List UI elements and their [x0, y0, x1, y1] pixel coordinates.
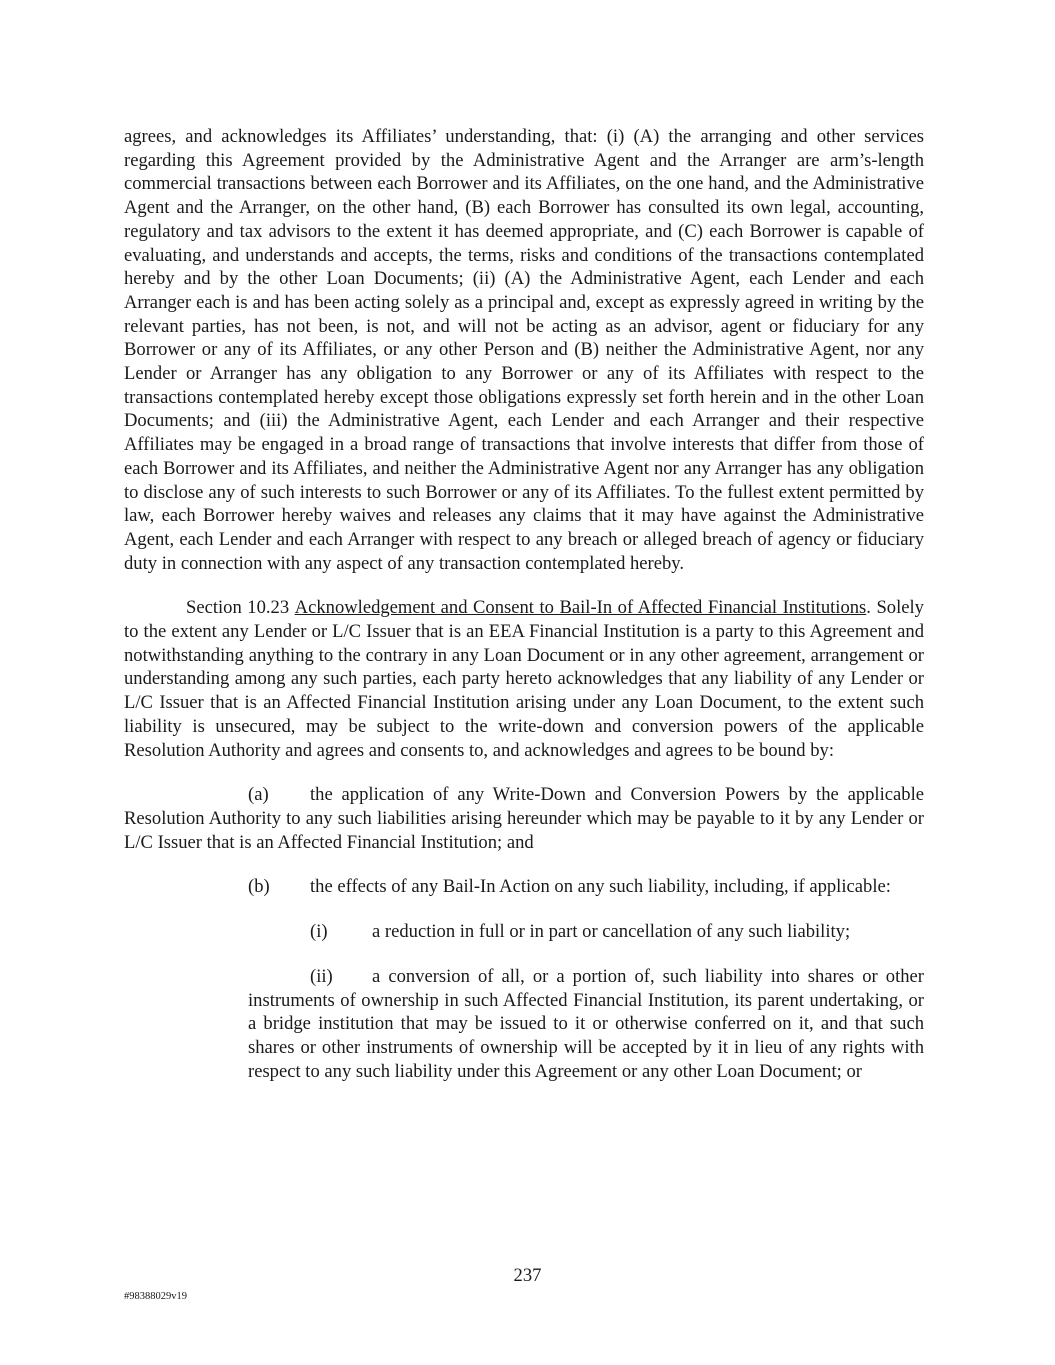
section-text: . Solely to the extent any Lender or L/C Issuer that is an EEA Financial Institution is a party to this Agreement and notwithstanding anything to the contrary in any Loan Document or in any other agreement, arrangement or understanding among any such parties, each party hereto acknowledges that any liability of any Lender or L/C Issuer that is an Affected Financial Institution arising under any Loan Document, to the extent such liability is unsecured, may be subject to the write-down and conversion powers of the applicable Resolution Authority and agrees and consents to, and acknowledges and agrees to be bound by: — [124, 597, 924, 761]
clause-a-label: (a) — [248, 784, 269, 806]
clause-a-text: the application of any Write-Down and Conversion Powers by the applicable Resolution Authority to any such liabilities arising hereunder which may be payable to it by any Lender or L/C Issuer that is an Affected Financial Institution; and — [124, 784, 924, 853]
clause-b-text: the effects of any Bail-In Action on any such liability, including, if applicable: — [310, 876, 891, 898]
clause-b-i — [248, 920, 924, 944]
section-10-23-paragraph — [124, 596, 924, 762]
paragraph-continued: agrees, and acknowledges its Affiliates’ understanding, that: (i) (A) the arranging and other services regarding this Agreement provided by the Administrative Agent and the Arranger are arm’s-length commercial transactions between each Borrower and its Affiliates, on the one hand, and the Administrative Agent and the Arranger, on the other hand, (B) each Borrower has consulted its own legal, accounting, regulatory and tax advisors to the extent it has deemed appropriate, and (C) each Borrower is capable of evaluating, and understands and accepts, the terms, risks and conditions of the transactions contemplated hereby and by the other Loan Documents; (ii) (A) the Administrative Agent, each Lender and each Arranger each is and has been acting solely as a principal and, except as expressly agreed in writing by the relevant parties, has not been, is not, and will not be acting as an advisor, agent or fiduciary for any Borrower or any of its Affiliates, or any other Person and (B) neither the Administrative Agent, nor any Lender or Arranger has any obligation to any Borrower or any of its Affiliates with respect to the transactions contemplated hereby except those obligations expressly set forth herein and in the other Loan Documents; and (iii) the Administrative Agent, each Lender and each Arranger and their respective Affiliates may be engaged in a broad range of transactions that involve interests that differ from those of each Borrower and its Affiliates, and neither the Administrative Agent nor any Arranger has any obligation to disclose any of such interests to such Borrower or any of its Affiliates. To the fullest extent permitted by law, each Borrower hereby waives and releases any claims that it may have against the Administrative Agent, each Lender and each Arranger with respect to any breach or alleged breach of agency or fiduciary duty in connection with any aspect of any transaction contemplated hereby. — [124, 126, 924, 574]
document-body — [124, 125, 924, 1083]
clause-b-i-text: a reduction in full or in part or cancellation of any such liability; — [372, 921, 851, 943]
clause-b-ii — [248, 965, 924, 1084]
clause-b-label: (b) — [248, 876, 270, 898]
clause-b-ii-text: a conversion of all, or a portion of, such liability into shares or other instruments of ownership in such Affected Financial Institution, its parent undertaking, or a bridge institution that may be issued to it or otherwise conferred on it, and that such shares or other instruments of ownership will be accepted by it in lieu of any rights with respect to any such liability under this Agreement or any other Loan Document; or — [248, 965, 924, 1082]
page-number: 237 — [513, 1265, 542, 1286]
section-title: Acknowledgement and Consent to Bail-In of Affected Financial Institutions — [294, 597, 867, 619]
clause-a — [124, 783, 924, 854]
clause-b — [124, 875, 924, 899]
clause-b-ii-label: (ii) — [310, 965, 333, 987]
clause-b-i-label: (i) — [310, 921, 328, 943]
section-number: Section 10.23 — [186, 597, 290, 619]
document-id: #98388029v19 — [124, 1291, 187, 1302]
